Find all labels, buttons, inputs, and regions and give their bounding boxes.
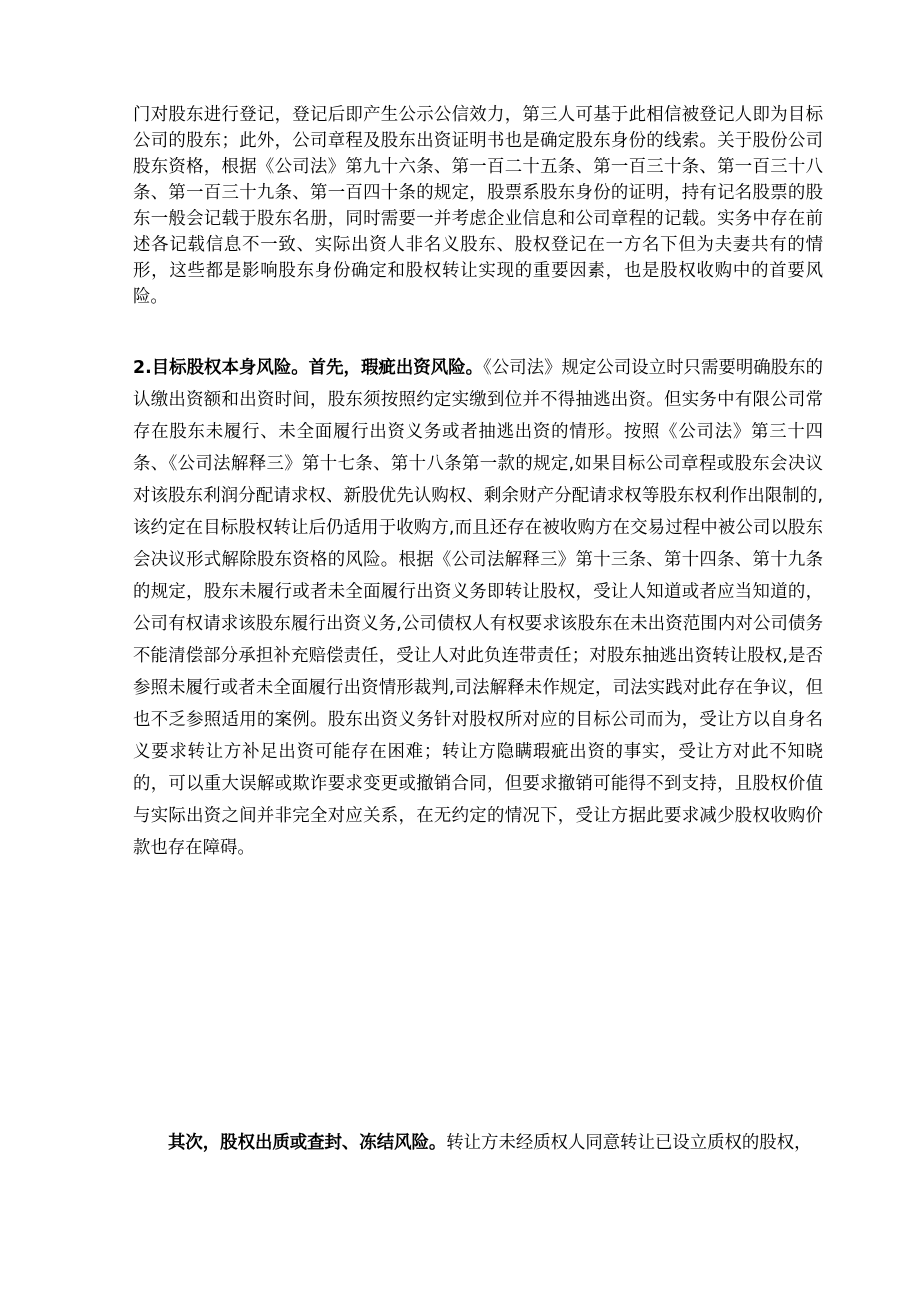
paragraph-text: 《公司法》规定公司设立时只需要明确股东的认缴出资额和出资时间，股东须按照约定实缴到位并不得抽逃出资。但实务中有限公司常存在股东未履行、未全面履行出资义务或者抽逃出资的情形。按照《公司法》第三十四条、《公司法解释三》第十七条、第十八条第一款的规定,如果目标公司章程或股东会决议对该股东利润分配请求权、新股优先认购权、剩余财产分配请求权等股东权利作出限制的,该约定在目标股权转让后仍适用于收购方,而且还存在被收购方在交易过程中被公司以股东会决议形式解除股东资格的风险。根据《公司法解释三》第十三条、第十四条、第十九条的规定，股东未履行或者未全面履行出资义务即转让股权，受让人知道或者应当知道的，公司有权请求该股东履行出资义务,公司债权人有权要求该股东在未出资范围内对公司债务不能清偿部分承担补充赔偿责任，受让人对此负连带责任；对股东抽逃出资转让股权,是否参照未履行或者未全面履行出资情形裁判,司法解释未作规定，司法实践对此存在争议，但也不乏参照适用的案例。股东出资义务针对股权所对应的目标公司而为，受让方以自身名义要求转让方补足出资可能存在困难；转让方隐瞒瑕疵出资的事实，受让方对此不知晓的，可以重大误解或欺诈要求变更或撤销合同，但要求撤销可能得不到支持，且股权价值与实际出资之间并非完全对应关系，在无约定的情况下，受让方据此要求减少股权收购价款也存在障碍。 — [133, 358, 823, 858]
paragraph-pledge-freeze-risk — [133, 1127, 823, 1159]
paragraph-shareholder-identity — [133, 102, 823, 310]
paragraph-heading: 其次，股权出质或查封、冻结风险。 — [168, 1133, 447, 1153]
paragraph-text: 门对股东进行登记，登记后即产生公示公信效力，第三人可基于此相信被登记人即为目标公司的股东；此外，公司章程及股东出资证明书也是确定股东身份的线索。关于股份公司股东资格，根据《公司法》第九十六条、第一百二十五条、第一百三十条、第一百三十八条、第一百三十九条、第一百四十条的规定，股票系股东身份的证明，持有记名股票的股东一般会记载于股东名册，同时需要一并考虑企业信息和公司章程的记载。实务中存在前述各记载信息不一致、实际出资人非名义股东、股权登记在一方名下但为夫妻共有的情形，这些都是影响股东身份确定和股权转让实现的重要因素，也是股权收购中的首要风险。 — [133, 105, 823, 307]
paragraph-target-equity-risk — [133, 352, 823, 864]
paragraph-text: 转让方未经质权人同意转让已设立质权的股权， — [446, 1133, 812, 1153]
paragraph-heading: 2.目标股权本身风险。首先，瑕疵出资风险。 — [133, 358, 484, 378]
